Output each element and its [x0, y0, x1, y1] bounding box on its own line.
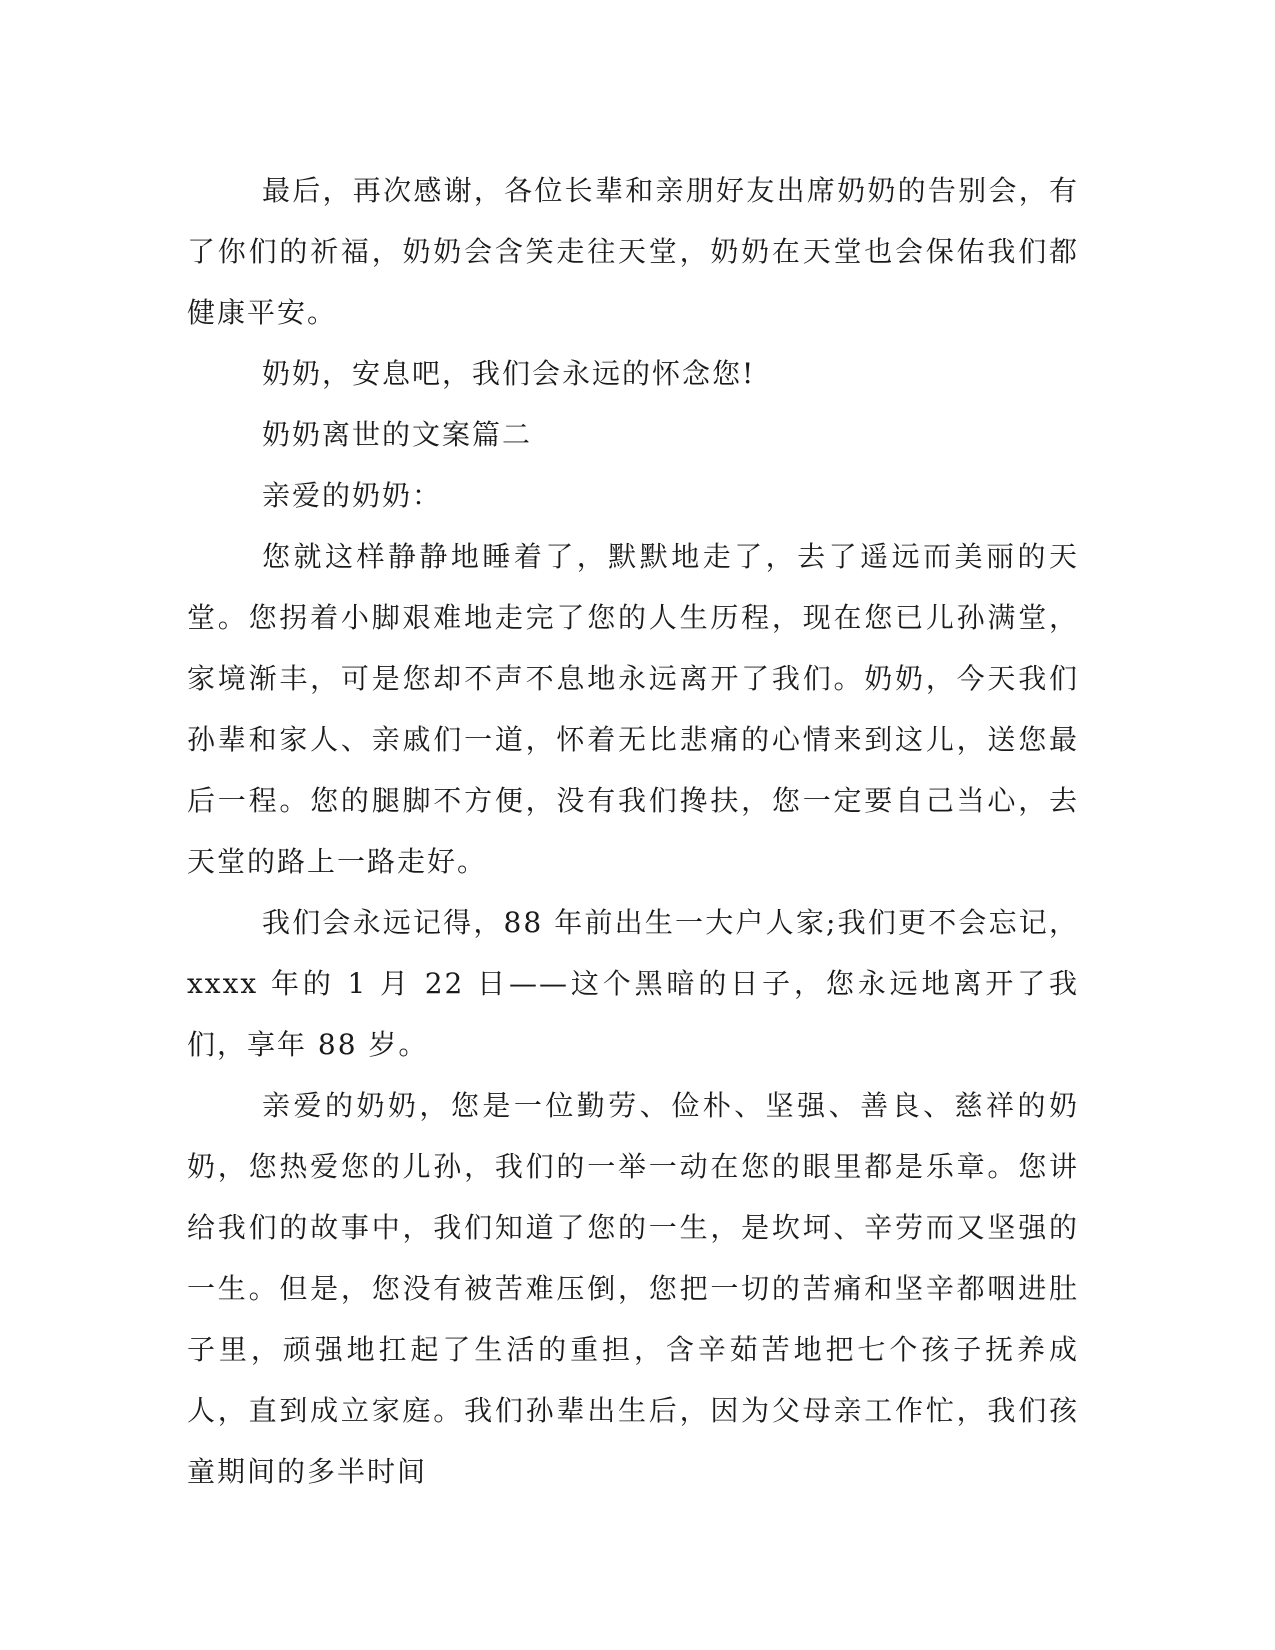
paragraph-memories: 亲爱的奶奶，您是一位勤劳、俭朴、坚强、善良、慈祥的奶奶，您热爱您的儿孙，我们的一举一动在您的眼里都是乐章。您讲给我们的故事中，我们知道了您的一生，是坎坷、辛劳而又坚强的一生。但是，您没有被苦难压倒，您把一切的苦痛和坚辛都咽进肚子里，顽强地扛起了生活的重担，含辛茹苦地把七个孩子抚养成人，直到成立家庭。我们孙辈出生后，因为父母亲工作忙，我们孩童期间的多半时间 — [187, 1089, 1079, 1488]
paragraph-closing-thanks: 最后，再次感谢，各位长辈和亲朋好友出席奶奶的告别会，有了你们的祈福，奶奶会含笑走往天堂，奶奶在天堂也会保佑我们都健康平安。 — [187, 174, 1079, 329]
section-heading: 奶奶离世的文案篇二 — [262, 418, 533, 451]
document-body — [187, 160, 1079, 1502]
paragraph-dates: 我们会永远记得，88 年前出生一大户人家;我们更不会忘记，xxxx 年的 1 月 22 日——这个黑暗的日子，您永远地离开了我们，享年 88 岁。 — [187, 906, 1079, 1061]
salutation: 亲爱的奶奶： — [262, 479, 443, 512]
paragraph-passing: 您就这样静静地睡着了，默默地走了，去了遥远而美丽的天堂。您拐着小脚艰难地走完了您的人生历程，现在您已儿孙满堂，家境渐丰，可是您却不声不息地永远离开了我们。奶奶，今天我们孙辈和家人、亲戚们一道，怀着无比悲痛的心情来到这儿，送您最后一程。您的腿脚不方便，没有我们搀扶，您一定要自己当心，去天堂的路上一路走好。 — [187, 540, 1079, 878]
paragraph-farewell: 奶奶，安息吧，我们会永远的怀念您! — [262, 357, 756, 390]
